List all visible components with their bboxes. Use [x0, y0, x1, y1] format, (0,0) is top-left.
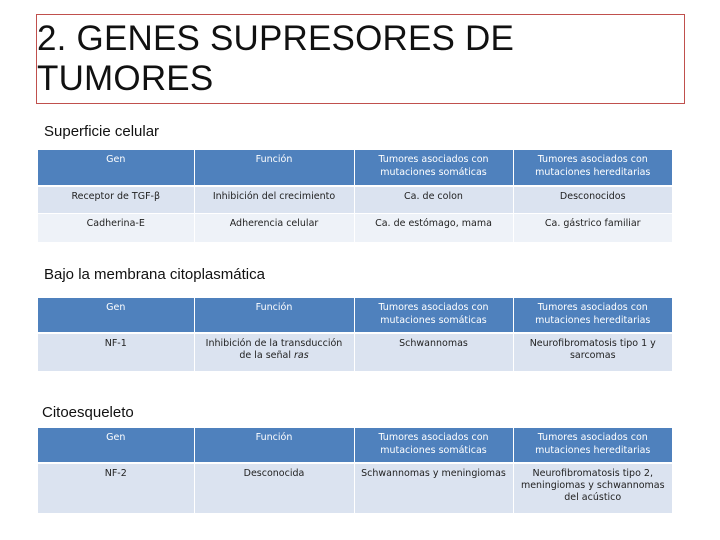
header-function: Función — [194, 150, 354, 186]
table-citoesqueleto — [38, 428, 672, 514]
table-membrana — [38, 298, 672, 372]
header-function: Función — [194, 428, 354, 463]
header-gene: Gen — [38, 150, 194, 186]
header-hereditary: Tumores asociados con mutaciones hereditarias — [513, 428, 672, 463]
cell-somatic: Ca. de estómago, mama — [354, 213, 513, 242]
cell-hereditary: Ca. gástrico familiar — [513, 213, 672, 242]
cell-function: Adherencia celular — [194, 213, 354, 242]
title-box — [36, 14, 685, 104]
header-somatic: Tumores asociados con mutaciones somáticas — [354, 150, 513, 186]
table-header-row — [38, 150, 672, 186]
cell-gene: Receptor de TGF-β — [38, 186, 194, 213]
cell-somatic: Schwannomas y meningiomas — [354, 463, 513, 513]
table-row — [38, 213, 672, 242]
cell-function: Inhibición del crecimiento — [194, 186, 354, 213]
cell-gene: Cadherina-E — [38, 213, 194, 242]
cell-gene: NF-2 — [38, 463, 194, 513]
cell-function: Desconocida — [194, 463, 354, 513]
cell-hereditary: Neurofibromatosis tipo 2, meningiomas y schwannomas del acústico — [513, 463, 672, 513]
header-gene: Gen — [38, 428, 194, 463]
page-title: 2. GENES SUPRESORES DE TUMORES — [37, 19, 515, 98]
cell-function-text: Inhibición de la transducción de la señal — [205, 338, 343, 361]
table-header-row — [38, 298, 672, 333]
section-label-membrana: Bajo la membrana citoplasmática — [44, 266, 265, 283]
header-hereditary: Tumores asociados con mutaciones hereditarias — [513, 298, 672, 333]
header-gene: Gen — [38, 298, 194, 333]
cell-gene: NF-1 — [38, 333, 194, 371]
cell-function-italic: ras — [294, 350, 309, 361]
header-function: Función — [194, 298, 354, 333]
section-label-superficie: Superficie celular — [44, 123, 160, 140]
table-row — [38, 463, 672, 513]
table-row — [38, 333, 672, 371]
table-superficie — [38, 150, 672, 243]
cell-hereditary: Neurofibromatosis tipo 1 y sarcomas — [513, 333, 672, 371]
cell-somatic: Schwannomas — [354, 333, 513, 371]
table-row — [38, 186, 672, 213]
section-label-citoesqueleto: Citoesqueleto — [42, 404, 134, 421]
header-somatic: Tumores asociados con mutaciones somáticas — [354, 298, 513, 333]
header-hereditary: Tumores asociados con mutaciones hereditarias — [513, 150, 672, 186]
cell-function — [194, 333, 354, 371]
header-somatic: Tumores asociados con mutaciones somáticas — [354, 428, 513, 463]
cell-somatic: Ca. de colon — [354, 186, 513, 213]
cell-hereditary: Desconocidos — [513, 186, 672, 213]
table-header-row — [38, 428, 672, 463]
